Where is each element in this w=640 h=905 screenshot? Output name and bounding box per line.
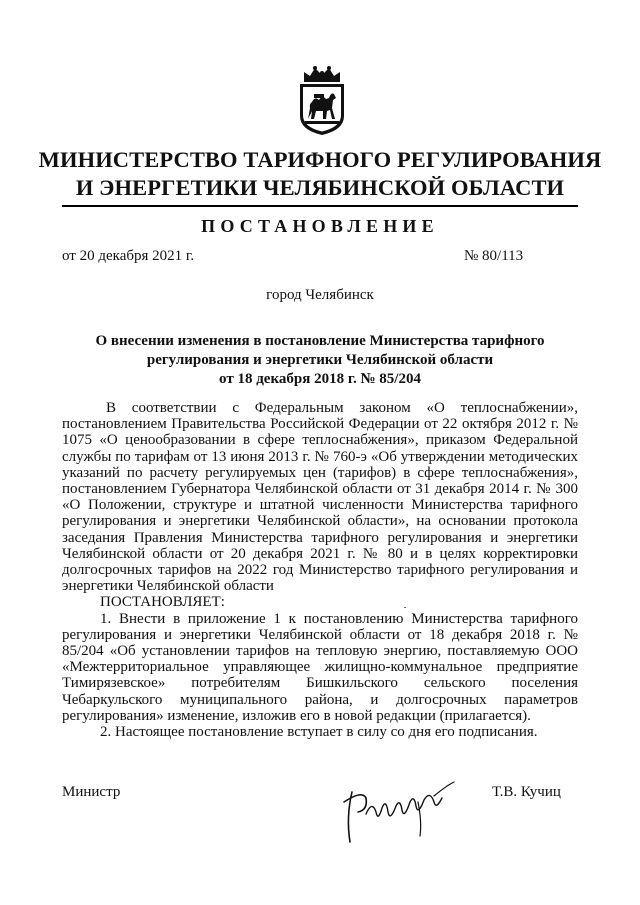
- preamble-paragraph: В соответствии с Федеральным законом «О теплоснабжении», постановлением Правительства Российской Федерации от 22 октября 2012 г. № 1075 «О ценообразовании в сфере теплоснабжения», приказом Федеральной службы по тарифам от 13 июня 2013 г. № 760-э «Об утверждении методических указаний по расчету регулируемых цен (тарифов) в сфере теплоснабжения», постановлением Губернатора Челябинской области от 31 декабря 2014 г. № 300 «О Положении, структуре и штатной численности Министерства тарифного регулирования и энергетики Челябинской области», на основании протокола заседания Правления Министерства тарифного регулирования и энергетики Челябинской области от 20 декабря 2021 г. № 80 и в целях корректировки долгосрочных тарифов на 2022 год Министерство тарифного регулирования и энергетики Челябинской области: [62, 400, 578, 595]
- ministry-name-line2: И ЭНЕРГЕТИКИ ЧЕЛЯБИНСКОЙ ОБЛАСТИ: [75, 175, 565, 200]
- document-date: от 20 декабря 2021 г.: [62, 248, 195, 264]
- subject-line2: регулирования и энергетики Челябинской области: [146, 352, 494, 368]
- signatory-name: Т.В. Кучиц: [492, 784, 561, 800]
- subject-line3: от 18 декабря 2018 г. № 85/204: [219, 371, 421, 387]
- document-city: город Челябинск: [266, 287, 374, 303]
- scan-speck: [404, 607, 406, 608]
- item-2-paragraph: 2. Настоящее постановление вступает в силу со дня его подписания.: [100, 724, 538, 741]
- handwritten-signature-icon: [322, 772, 462, 852]
- ministry-name-line1: МИНИСТЕРСТВО ТАРИФНОГО РЕГУЛИРОВАНИЯ: [38, 147, 602, 172]
- resolves-heading: ПОСТАНОВЛЯЕТ:: [100, 594, 225, 611]
- document-subject: [60, 332, 580, 389]
- signatory-position: Министр: [62, 784, 121, 800]
- subject-line1: О внесении изменения в постановление Министерства тарифного: [95, 333, 545, 349]
- item-1-paragraph: 1. Внести в приложение 1 к постановлению Министерства тарифного регулирования и энергетики Челябинской области от 18 декабря 2018 г. № 85/204 «Об установлении тарифов на тепловую энергию, поставляемую ООО «Межтерриториальное управляющее жилищно-коммунальное предприятие Тимирязевское» потребителям Бишкильского сельского поселения Чебаркульского муниципального района, и долгосрочных параметров регулирования» изменение, изложив его в новой редакции (прилагается).: [62, 610, 578, 724]
- header-divider: [62, 205, 578, 207]
- document-number: № 80/113: [464, 248, 524, 264]
- coat-of-arms-icon: [296, 64, 348, 136]
- document-type: ПОСТАНОВЛЕНИЕ: [201, 216, 439, 236]
- ministry-name: [0, 146, 640, 202]
- document-body: [62, 400, 578, 740]
